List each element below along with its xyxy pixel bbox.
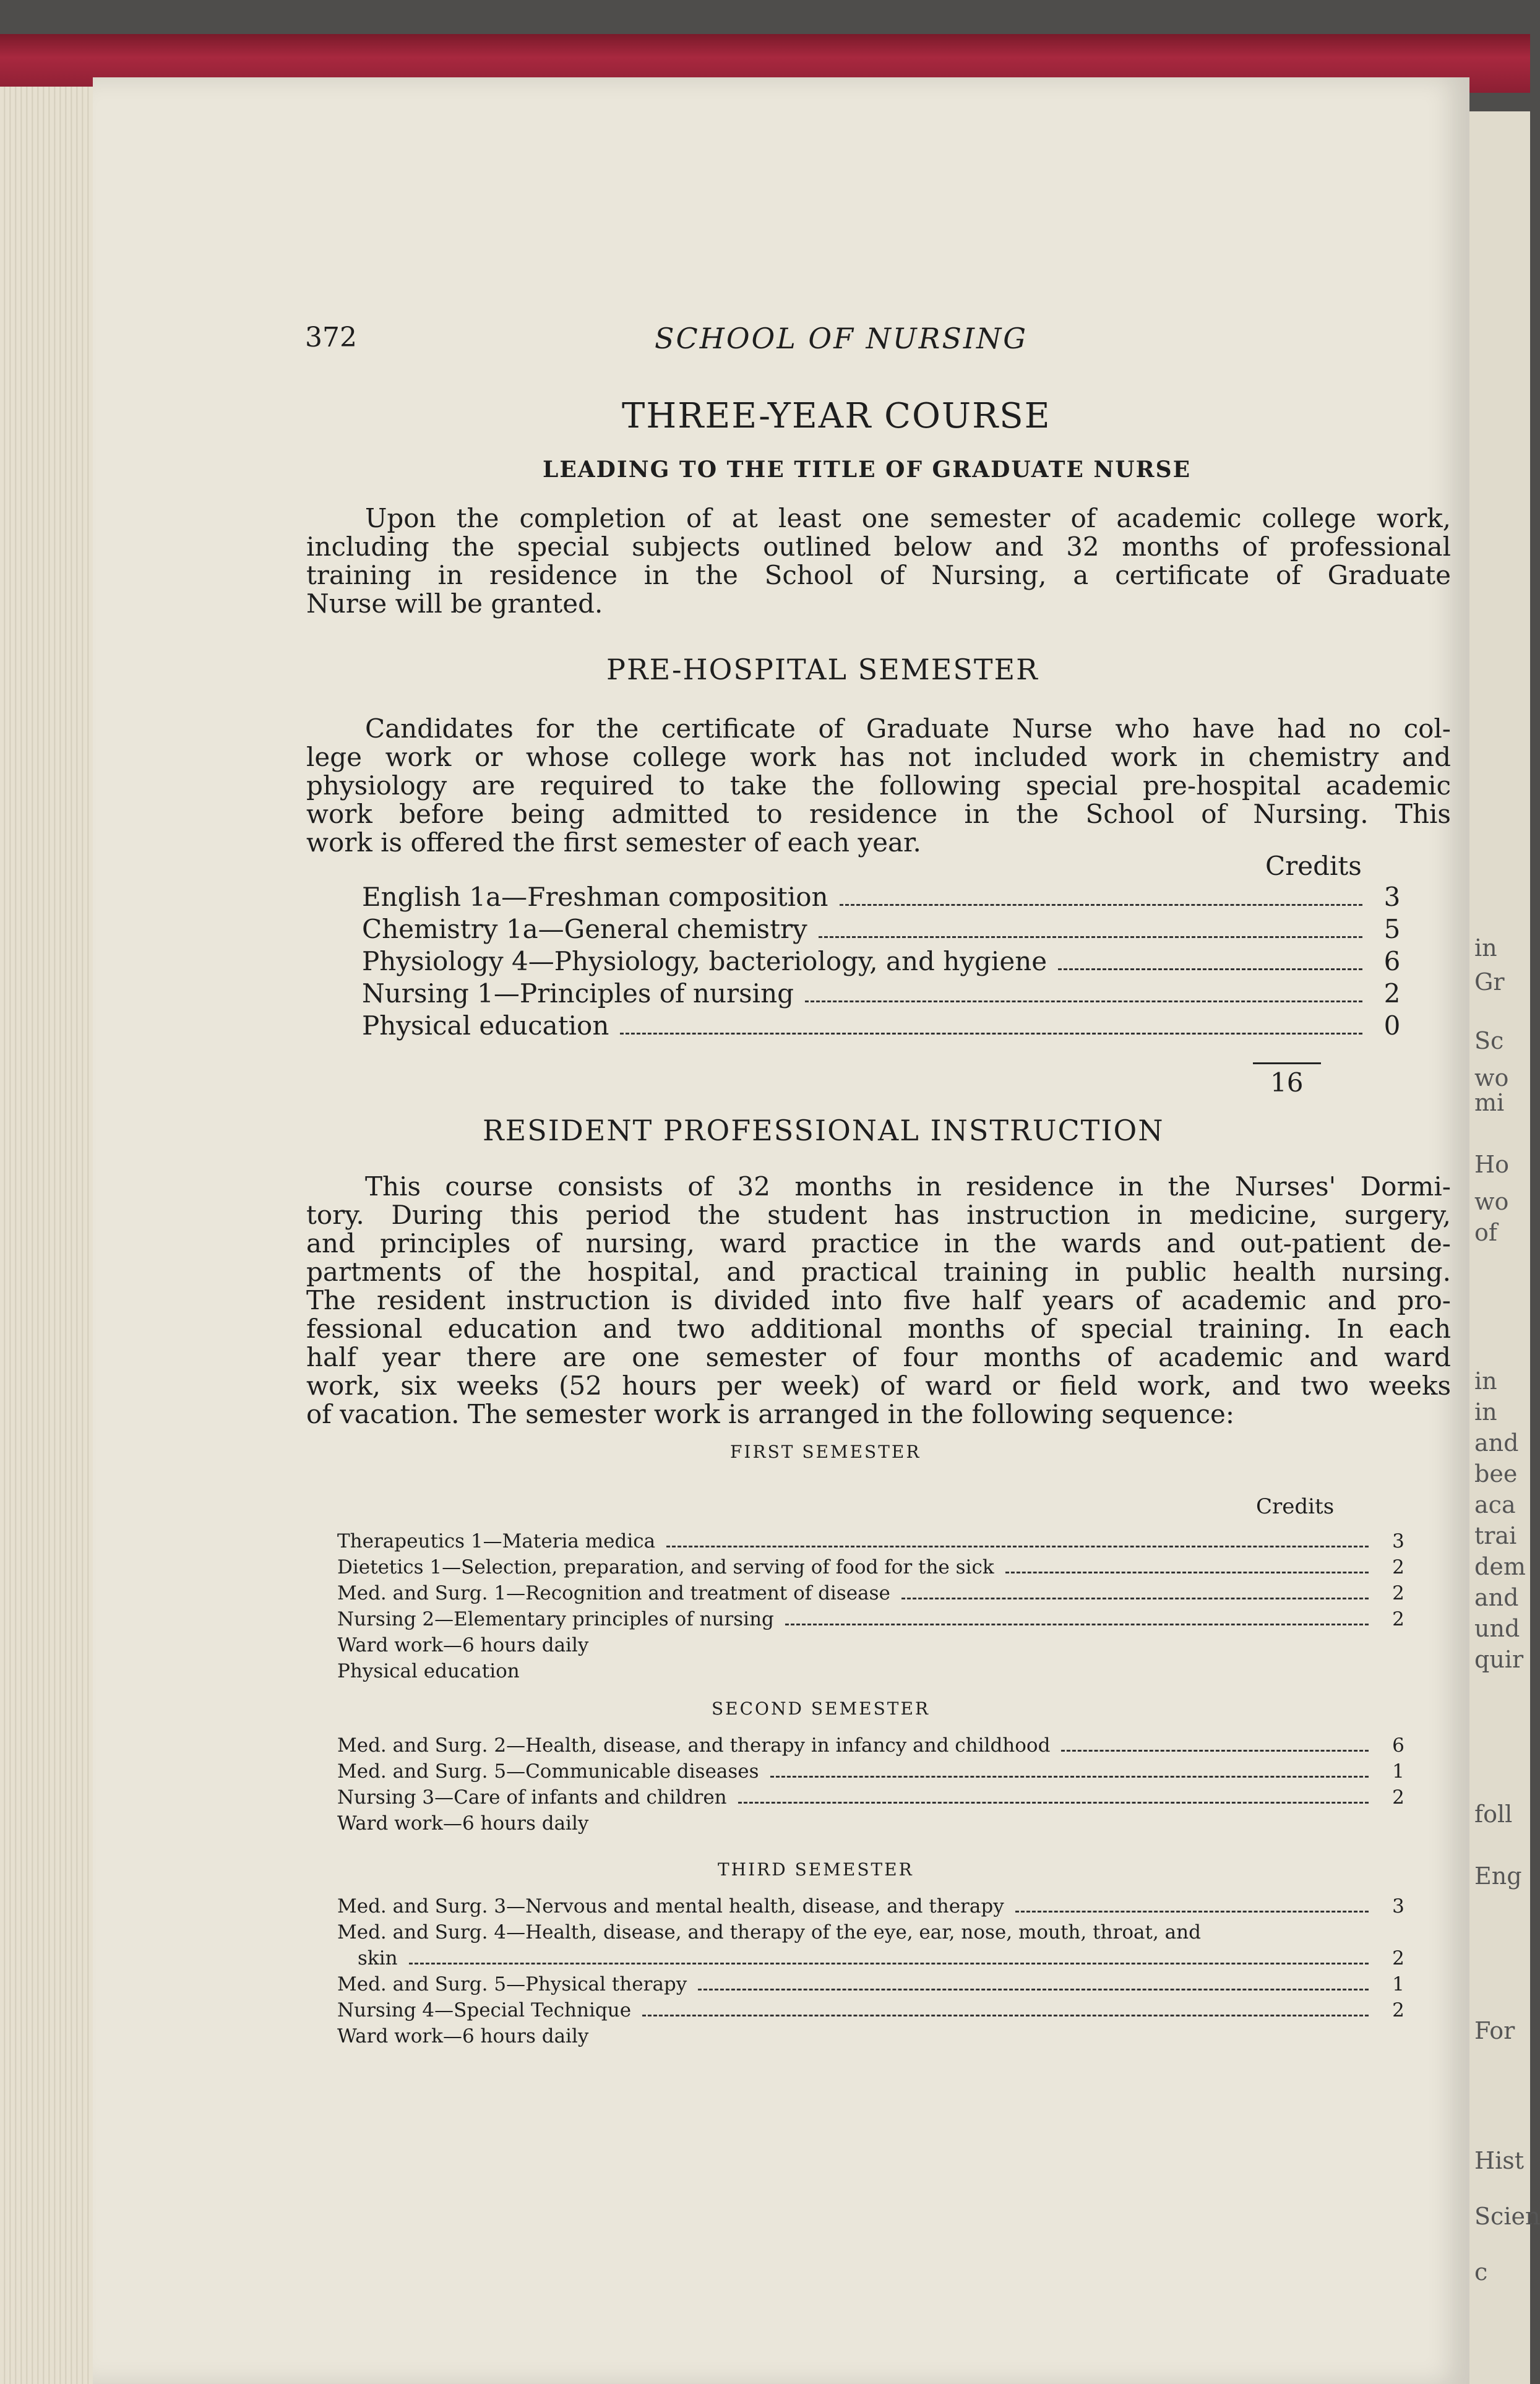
course-row [337, 1608, 1417, 1632]
course-label: Ward work—6 hours daily [337, 1634, 589, 1656]
intro-line: Upon the completion of at least one semester of academic college work, [365, 503, 1451, 533]
adjacent-page-fragment: mi [1474, 1089, 1505, 1116]
intro-line: including the special subjects outlined below and 32 months of professional [306, 531, 1451, 562]
page-content [93, 77, 1469, 2384]
course-label: Med. and Surg. 5—Communicable diseases [337, 1760, 759, 1783]
intro-line: training in residence in the School of Nursing, a certificate of Graduate [306, 560, 1451, 590]
course-credits: 6 [1392, 1734, 1404, 1757]
resident-line: tory. During this period the student has instruction in medicine, surgery, [306, 1200, 1451, 1230]
credits-header: Credits [1256, 1494, 1335, 1519]
course-row [337, 1582, 1417, 1606]
course-label: Physical education [337, 1660, 520, 1682]
adjacent-page-fragment: Gr [1474, 968, 1505, 996]
pre-hospital-line: physiology are required to take the following special pre-hospital academic [306, 770, 1451, 801]
course-row [362, 946, 1411, 976]
course-label: Med. and Surg. 1—Recognition and treatment of disease [337, 1582, 890, 1604]
course-row [337, 1760, 1417, 1784]
resident-line: partments of the hospital, and practical training in public health nursing. [306, 1257, 1451, 1287]
adjacent-page-fragment: foll [1474, 1801, 1513, 1828]
adjacent-page-fragment: wo [1474, 1064, 1509, 1091]
course-row [362, 914, 1411, 944]
course-label: Ward work—6 hours daily [337, 1812, 589, 1835]
adjacent-page-fragment: and [1474, 1584, 1519, 1611]
course-label: Nursing 1—Principles of nursing [362, 978, 794, 1009]
pre-hospital-heading: PRE-HOSPITAL SEMESTER [606, 653, 1039, 686]
course-credits: 3 [1392, 1530, 1404, 1552]
adjacent-page-fragment: aca [1474, 1491, 1516, 1518]
course-credits: 5 [1383, 914, 1401, 944]
intro-paragraph [306, 504, 1451, 618]
resident-heading: RESIDENT PROFESSIONAL INSTRUCTION [483, 1114, 1164, 1147]
page-number: 372 [305, 322, 357, 353]
resident-paragraph [306, 1173, 1451, 1429]
course-label: Dietetics 1—Selection, preparation, and serving of food for the sick [337, 1556, 994, 1578]
course-credits: 1 [1392, 1973, 1404, 1995]
course-label: Med. and Surg. 2—Health, disease, and therapy in infancy and childhood [337, 1734, 1051, 1757]
course-label: Med. and Surg. 5—Physical therapy [337, 1973, 687, 1995]
page-subtitle: LEADING TO THE TITLE OF GRADUATE NURSE [543, 457, 1192, 483]
resident-line: of vacation. The semester work is arranged in the following sequence: [306, 1399, 1235, 1429]
resident-line: fessional education and two additional months of special training. In each [306, 1314, 1451, 1344]
second-semester-heading: SECOND SEMESTER [712, 1698, 930, 1719]
adjacent-page-fragment: and [1474, 1429, 1519, 1457]
pre-hospital-line: lege work or whose college work has not included work in chemistry and [306, 742, 1451, 772]
course-row [362, 978, 1411, 1009]
adjacent-page-fragment: in [1474, 934, 1497, 962]
course-credits: 2 [1383, 978, 1401, 1009]
resident-line: This course consists of 32 months in residence in the Nurses' Dormi- [365, 1171, 1451, 1202]
adjacent-page-fragment: of [1474, 1219, 1497, 1246]
adjacent-page-fragment: quir [1474, 1646, 1524, 1673]
course-credits: 3 [1383, 882, 1401, 912]
adjacent-page-fragment: trai [1474, 1522, 1517, 1549]
resident-line: The resident instruction is divided into five half years of academic and pro- [306, 1285, 1451, 1315]
course-label: Med. and Surg. 4—Health, disease, and therapy of the eye, ear, nose, mouth, throat, and [337, 1921, 1201, 1943]
adjacent-page-fragment: und [1474, 1615, 1520, 1642]
adjacent-page-fragment: c [1474, 2258, 1488, 2286]
course-row [337, 1556, 1417, 1580]
adjacent-page-fragment: Sc [1474, 1027, 1504, 1054]
resident-line: and principles of nursing, ward practice in the wards and out-patient de- [306, 1228, 1451, 1259]
course-label: Med. and Surg. 3—Nervous and mental health, disease, and therapy [337, 1895, 1004, 1917]
course-credits: 1 [1392, 1760, 1404, 1783]
course-row [337, 1895, 1417, 1919]
adjacent-page-fragment: wo [1474, 1188, 1509, 1215]
credits-header: Credits [1265, 851, 1362, 881]
pre-hospital-paragraph [306, 715, 1451, 857]
adjacent-page-fragment: in [1474, 1367, 1497, 1395]
resident-line: half year there are one semester of four months of academic and ward [306, 1342, 1451, 1372]
pre-hospital-line: work before being admitted to residence in the School of Nursing. This [306, 799, 1451, 829]
adjacent-page [1469, 111, 1540, 2384]
adjacent-page-fragment: Scien [1474, 2203, 1540, 2230]
page-title: THREE-YEAR COURSE [622, 396, 1051, 436]
course-row [337, 1530, 1417, 1554]
course-credits: 3 [1392, 1895, 1404, 1917]
course-credits: 2 [1392, 1582, 1404, 1604]
adjacent-page-fragment: Ho [1474, 1151, 1510, 1178]
course-label: Chemistry 1a—General chemistry [362, 914, 807, 944]
course-label: skin [358, 1947, 398, 1969]
running-head: SCHOOL OF NURSING [655, 322, 1028, 355]
course-label: Nursing 4—Special Technique [337, 1999, 632, 2021]
intro-line: Nurse will be granted. [306, 588, 603, 619]
course-label: Nursing 3—Care of infants and children [337, 1786, 727, 1809]
course-row [337, 1973, 1417, 1997]
course-row [358, 1947, 1417, 1971]
course-credits: 2 [1392, 1556, 1404, 1578]
adjacent-page-fragment: in [1474, 1398, 1497, 1426]
credits-total: 16 [1270, 1067, 1304, 1098]
course-row [337, 1786, 1417, 1810]
page-edges [0, 87, 99, 2384]
course-label: Therapeutics 1—Materia medica [337, 1530, 656, 1552]
adjacent-page-fragment: Eng [1474, 1862, 1522, 1890]
third-semester-heading: THIRD SEMESTER [718, 1859, 914, 1880]
course-credits: 2 [1392, 1786, 1404, 1809]
pre-hospital-line: work is offered the first semester of each year. [306, 827, 921, 858]
adjacent-page-fragment: dem [1474, 1553, 1526, 1580]
course-label: English 1a—Freshman composition [362, 882, 828, 912]
course-row [362, 1010, 1411, 1041]
course-label: Physiology 4—Physiology, bacteriology, and hygiene [362, 946, 1047, 976]
adjacent-page-fragment: Hist [1474, 2147, 1525, 2174]
course-credits: 2 [1392, 1608, 1404, 1630]
adjacent-page-fragment: For [1474, 2017, 1515, 2044]
course-label: Ward work—6 hours daily [337, 2025, 589, 2047]
course-row [337, 1999, 1417, 2023]
total-rule [1253, 1062, 1321, 1064]
course-label: Physical education [362, 1010, 609, 1041]
course-credits: 0 [1383, 1010, 1401, 1041]
course-credits: 2 [1392, 1947, 1404, 1969]
adjacent-page-fragment: bee [1474, 1460, 1518, 1487]
course-credits: 2 [1392, 1999, 1404, 2021]
book-page [93, 77, 1469, 2384]
course-credits: 6 [1383, 946, 1401, 976]
course-row [362, 882, 1411, 912]
first-semester-heading: FIRST SEMESTER [730, 1442, 921, 1462]
resident-line: work, six weeks (52 hours per week) of ward or field work, and two weeks [306, 1371, 1451, 1401]
course-label: Nursing 2—Elementary principles of nursing [337, 1608, 774, 1630]
pre-hospital-line: Candidates for the certificate of Graduate Nurse who have had no col- [365, 713, 1451, 744]
course-row [337, 1734, 1417, 1758]
